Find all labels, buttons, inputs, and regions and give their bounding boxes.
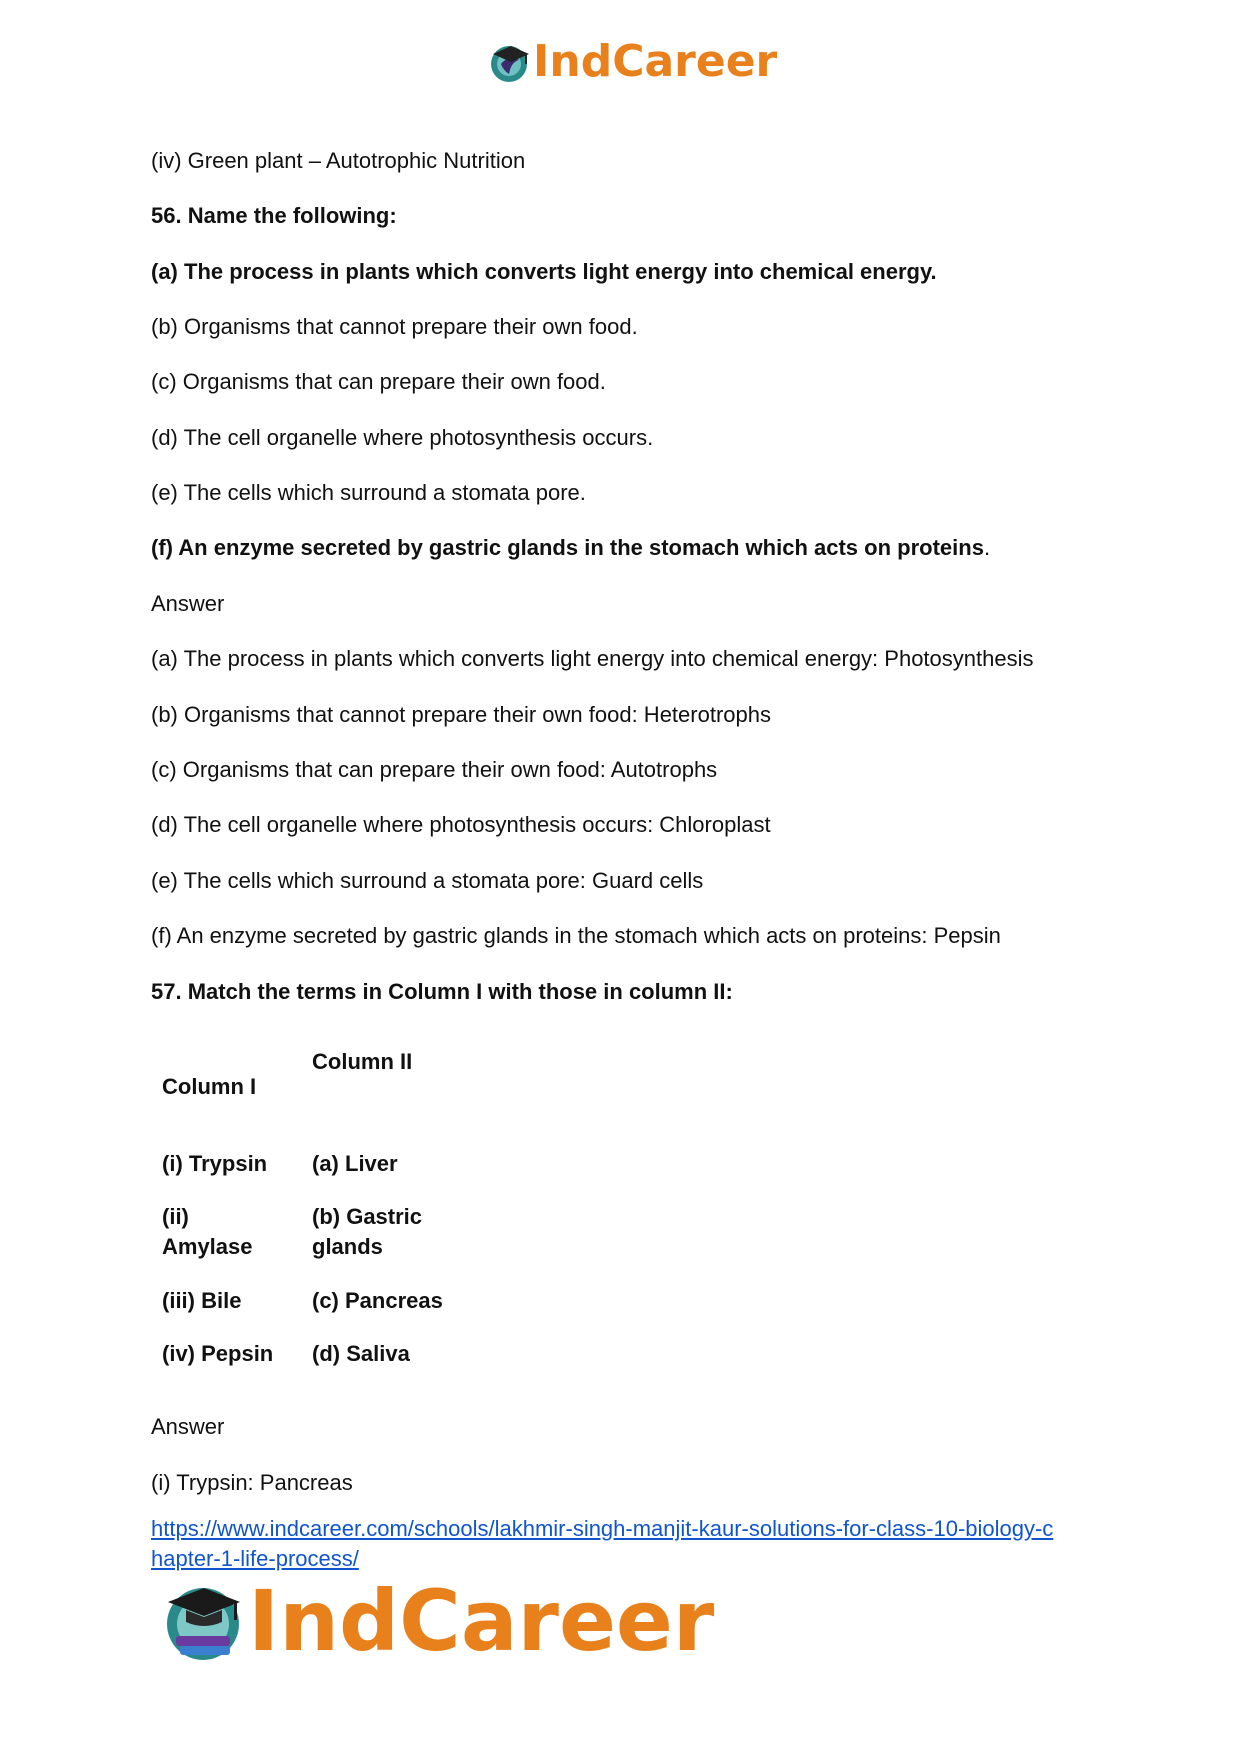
source-link-line-1[interactable]: https://www.indcareer.com/schools/lakhmir-singh-manjit-kaur-solutions-for-class-10-biology-c	[151, 1516, 1054, 1541]
logo-wordmark-large: IndCareer	[248, 1572, 715, 1670]
column-2-header: Column II	[312, 1049, 413, 1074]
table-row-4-col2: (d) Saliva	[312, 1341, 410, 1366]
graduation-globe-icon	[487, 40, 531, 84]
table-row-1-col1: (i) Trypsin	[162, 1151, 268, 1176]
question-56-f	[151, 535, 990, 561]
answer-56-c: (c) Organisms that can prepare their own food: Autotrophs	[151, 757, 718, 782]
column-1-header: Column I	[162, 1074, 257, 1099]
table-row-1-col2: (a) Liver	[312, 1151, 398, 1176]
source-link-line-2[interactable]: hapter-1-life-process/	[151, 1546, 359, 1571]
table-row-2-col2-a: (b) Gastric	[312, 1204, 423, 1229]
table-row-3-col2: (c) Pancreas	[312, 1288, 443, 1313]
indcareer-logo-bottom	[160, 1572, 715, 1670]
table-row-3-col1: (iii) Bile	[162, 1288, 242, 1313]
table-row-2-col2-b: glands	[312, 1234, 383, 1259]
answer-57-label: Answer	[151, 1414, 225, 1439]
answer-56-b: (b) Organisms that cannot prepare their own food: Heterotrophs	[151, 702, 771, 727]
table-row-4-col1: (iv) Pepsin	[162, 1341, 274, 1366]
question-56-b: (b) Organisms that cannot prepare their own food.	[151, 314, 638, 339]
question-56-e: (e) The cells which surround a stomata pore.	[151, 480, 586, 505]
text-line: (iv) Green plant – Autotrophic Nutrition	[151, 148, 526, 173]
question-56-c: (c) Organisms that can prepare their own food.	[151, 369, 606, 394]
table-row-2-col1-a: (ii)	[162, 1204, 189, 1229]
answer-56-d: (d) The cell organelle where photosynthesis occurs: Chloroplast	[151, 812, 771, 837]
question-56-heading: 56. Name the following:	[151, 203, 397, 228]
answer-56-f: (f) An enzyme secreted by gastric glands in the stomach which acts on proteins: Pepsin	[151, 923, 1001, 948]
logo-wordmark: IndCareer	[533, 36, 778, 87]
question-56-f-text: (f) An enzyme secreted by gastric glands in the stomach which acts on proteins	[151, 535, 984, 560]
question-56-a: (a) The process in plants which converts light energy into chemical energy.	[151, 259, 937, 284]
question-56-d: (d) The cell organelle where photosynthesis occurs.	[151, 425, 654, 450]
indcareer-logo-top	[487, 36, 778, 87]
question-56-f-period: .	[983, 535, 991, 560]
answer-label: Answer	[151, 591, 225, 616]
answer-56-a: (a) The process in plants which converts light energy into chemical energy: Photosynthesis	[151, 646, 1034, 671]
source-link[interactable]	[151, 1514, 1111, 1574]
answer-57-i: (i) Trypsin: Pancreas	[151, 1470, 353, 1495]
graduation-globe-books-icon	[160, 1578, 246, 1664]
table-row-2-col1-b: Amylase	[162, 1234, 253, 1259]
answer-56-e: (e) The cells which surround a stomata pore: Guard cells	[151, 868, 704, 893]
question-57-heading: 57. Match the terms in Column I with those in column II:	[151, 979, 733, 1004]
